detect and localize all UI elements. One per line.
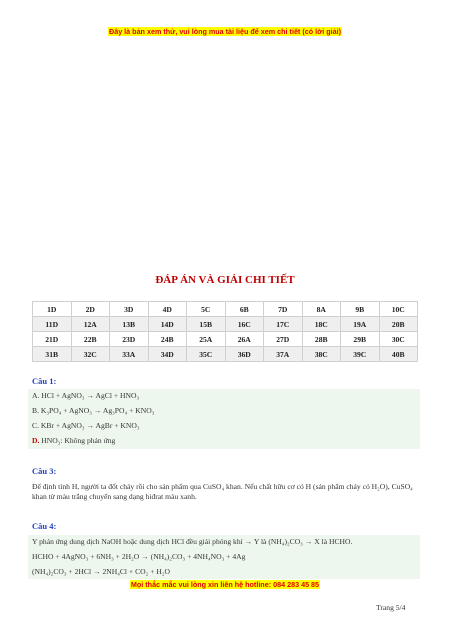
- answer-cell: 31B: [33, 347, 72, 362]
- q3-explanation: Để định tính H, người ta đốt cháy rồi cho sản phẩm qua CuSO₄ khan. Nếu chất hữu cơ có H (sản phẩm cháy có H₂O), CuSO₄ khan từ màu trắng chuyển sang dạng hiđrat màu xanh.: [32, 482, 413, 501]
- q1-answer-mark: D.: [32, 436, 40, 445]
- answer-cell: 18C: [302, 317, 341, 332]
- answer-table: [32, 301, 418, 362]
- hotline-banner: Mọi thắc mắc vui lòng xin liên hệ hotline: 084 283 45 85: [130, 580, 320, 589]
- answer-cell: 21D: [33, 332, 72, 347]
- answer-cell: 24B: [148, 332, 187, 347]
- answer-cell: 33A: [110, 347, 149, 362]
- q4-line-2: HCHO + 4AgNO₃ + 6NH₃ + 2H₂O → (NH₄)₂CO₃ + 4NH₄NO₃ + 4Ag: [32, 552, 246, 561]
- question-3-heading: Câu 3:: [32, 466, 57, 476]
- answer-cell: 22B: [71, 332, 110, 347]
- answer-cell: 32C: [71, 347, 110, 362]
- q1-option-c: C. KBr + AgNO₃ → AgBr + KNO₃: [32, 421, 140, 430]
- answer-cell: 29B: [341, 332, 380, 347]
- answer-cell: 8A: [302, 302, 341, 317]
- answer-row: [33, 317, 418, 332]
- answer-cell: 11D: [33, 317, 72, 332]
- answer-cell: 4D: [148, 302, 187, 317]
- q4-line-3: (NH₄)₂CO₃ + 2HCl → 2NH₄Cl + CO₂ + H₂O: [32, 567, 171, 576]
- answer-row: [33, 347, 418, 362]
- q4-line-1: Y phản ứng dung dịch NaOH hoặc dung dịch HCl đều giải phóng khí → Y là (NH₄)₂CO₃ → X là HCHO.: [32, 537, 353, 546]
- page-title: ĐÁP ÁN VÀ GIẢI CHI TIẾT: [155, 274, 295, 286]
- answer-cell: 19A: [341, 317, 380, 332]
- answer-cell: 35C: [187, 347, 226, 362]
- answer-cell: 12A: [71, 317, 110, 332]
- answer-cell: 14D: [148, 317, 187, 332]
- answer-cell: 13B: [110, 317, 149, 332]
- answer-cell: 7D: [264, 302, 303, 317]
- question-1-heading: Câu 1:: [32, 376, 57, 386]
- answer-cell: 38C: [302, 347, 341, 362]
- q1-option-b: B. K₃PO₄ + AgNO₃ → Ag₃PO₄ + KNO₃: [32, 406, 155, 415]
- preview-banner: Đây là bản xem thử, vui lòng mua tài liệu để xem chi tiết (có lời giải): [109, 27, 341, 36]
- answer-cell: 39C: [341, 347, 380, 362]
- answer-cell: 10C: [379, 302, 418, 317]
- answer-cell: 36D: [225, 347, 264, 362]
- page-number: Trang 5/4: [376, 603, 406, 612]
- answer-cell: 20B: [379, 317, 418, 332]
- answer-cell: 30C: [379, 332, 418, 347]
- answer-cell: 17C: [264, 317, 303, 332]
- question-4-heading: Câu 4:: [32, 521, 57, 531]
- q1-option-d-text: HNO₃: Không phản ứng: [39, 436, 116, 445]
- answer-cell: 15B: [187, 317, 226, 332]
- answer-cell: 27D: [264, 332, 303, 347]
- answer-cell: 25A: [187, 332, 226, 347]
- answer-cell: 37A: [264, 347, 303, 362]
- answer-cell: 34D: [148, 347, 187, 362]
- answer-cell: 16C: [225, 317, 264, 332]
- answer-cell: 28B: [302, 332, 341, 347]
- answer-cell: 1D: [33, 302, 72, 317]
- answer-cell: 2D: [71, 302, 110, 317]
- answer-cell: 3D: [110, 302, 149, 317]
- answer-row: [33, 332, 418, 347]
- answer-row: [33, 302, 418, 317]
- answer-cell: 5C: [187, 302, 226, 317]
- q1-option-a: A. HCl + AgNO₃ → AgCl + HNO₃: [32, 391, 140, 400]
- answer-cell: 9B: [341, 302, 380, 317]
- answer-cell: 26A: [225, 332, 264, 347]
- q1-option-d: [32, 436, 418, 446]
- answer-cell: 23D: [110, 332, 149, 347]
- answer-cell: 40B: [379, 347, 418, 362]
- answer-cell: 6B: [225, 302, 264, 317]
